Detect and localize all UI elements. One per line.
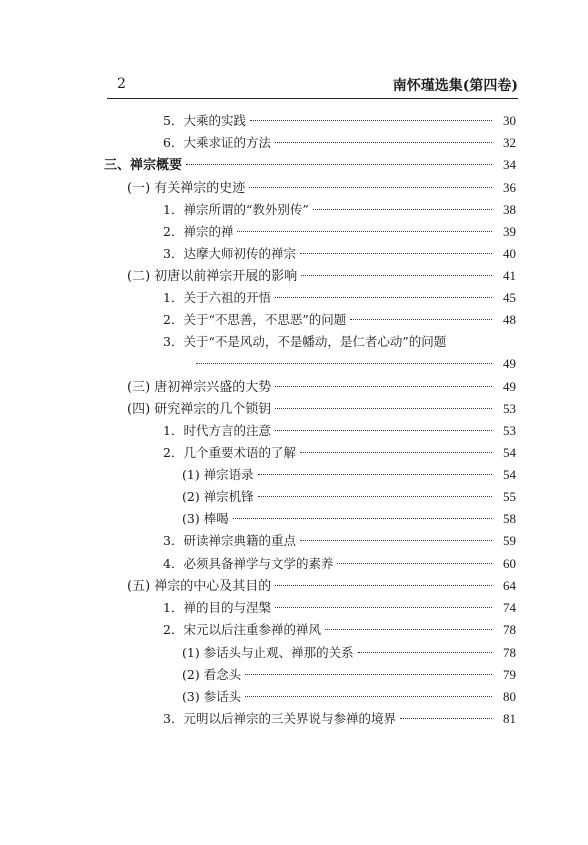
dot-leader xyxy=(258,474,492,475)
toc-entry xyxy=(182,643,516,663)
toc-entry xyxy=(104,155,516,175)
toc-entry-title: (2) 禅宗机锋 xyxy=(182,489,254,504)
toc-entry-page: 79 xyxy=(503,667,516,682)
toc-entry xyxy=(127,178,516,198)
toc-entry-page: 59 xyxy=(503,533,516,548)
toc-entry-page: 48 xyxy=(503,312,516,327)
toc-entry xyxy=(182,687,516,707)
toc-entry-page: 32 xyxy=(503,135,516,150)
toc-entry xyxy=(127,576,516,596)
toc-entry-page: 30 xyxy=(503,113,516,128)
toc-entry xyxy=(163,111,516,131)
dot-leader xyxy=(237,231,492,232)
toc-entry-title: 1．禅宗所谓的“教外别传” xyxy=(163,202,309,217)
toc-entry xyxy=(163,598,516,618)
toc-entry-page: 49 xyxy=(503,356,516,371)
toc-entry-title: (四) 研究禅宗的几个锁钥 xyxy=(127,402,272,417)
toc-entry-title: 1．禅的目的与涅槃 xyxy=(163,600,271,615)
toc-entry-page: 49 xyxy=(503,379,516,394)
toc-entry-page: 81 xyxy=(503,711,516,726)
running-head: 南怀瑾选集(第四卷) xyxy=(392,78,518,94)
dot-leader xyxy=(258,496,492,497)
toc-entry xyxy=(127,266,516,286)
dot-leader xyxy=(275,386,492,387)
dot-leader xyxy=(196,363,492,364)
dot-leader xyxy=(245,674,492,675)
toc-entry xyxy=(163,443,516,463)
toc-entry xyxy=(163,222,516,242)
dot-leader xyxy=(233,518,492,519)
dot-leader xyxy=(249,187,492,188)
dot-leader xyxy=(186,164,492,165)
dot-leader xyxy=(275,585,492,586)
toc-entry-page: 55 xyxy=(503,489,516,504)
dot-leader xyxy=(325,629,492,630)
dot-leader xyxy=(358,652,492,653)
toc-entry-title: 5．大乘的实践 xyxy=(163,113,246,128)
dot-leader xyxy=(300,540,492,541)
toc-entry-page: 53 xyxy=(503,423,516,438)
toc-entry-leader-line xyxy=(196,354,516,374)
toc-entry-title: (3) 参话头 xyxy=(182,689,242,704)
toc-entry-page: 80 xyxy=(503,689,516,704)
toc-entry-page: 36 xyxy=(503,180,516,195)
toc-entry-title: 6．大乘求证的方法 xyxy=(163,135,271,150)
toc-entry xyxy=(163,133,516,153)
dot-leader xyxy=(400,718,492,719)
toc-entry-page: 34 xyxy=(503,157,516,172)
toc-entry xyxy=(163,620,516,640)
toc-entry-title: 三、禅宗概要 xyxy=(104,158,183,173)
toc-entry-page: 78 xyxy=(503,622,516,637)
page-number: 2 xyxy=(117,76,126,92)
toc-entry-title: 2．禅宗的禅 xyxy=(163,224,234,239)
toc-entry-page: 38 xyxy=(503,202,516,217)
toc-entry xyxy=(163,200,516,220)
toc-entry-title: (一) 有关禅宗的史迹 xyxy=(127,181,246,196)
toc-entry-title: (1) 参话头与止观、禅那的关系 xyxy=(182,645,354,660)
dot-leader xyxy=(275,142,492,143)
dot-leader xyxy=(250,120,492,121)
toc-entry xyxy=(127,377,516,397)
dot-leader xyxy=(300,253,492,254)
toc-entry-page: 74 xyxy=(503,600,516,615)
toc-entry-page: 60 xyxy=(503,556,516,571)
dot-leader xyxy=(337,563,492,564)
toc-entry-page: 58 xyxy=(503,511,516,526)
dot-leader xyxy=(275,607,492,608)
toc-entry xyxy=(163,288,516,308)
dot-leader xyxy=(245,696,492,697)
dot-leader xyxy=(275,297,492,298)
toc-entry-title: 4．必须具备禅学与文学的素养 xyxy=(163,556,334,571)
toc-entry-page: 45 xyxy=(503,290,516,305)
toc-entry xyxy=(163,310,516,330)
toc-entry-title: 3．关于“不是风动，不是幡动，是仁者心动”的问题 xyxy=(163,334,447,349)
toc-entry xyxy=(163,421,516,441)
toc-entry-title: 2．宋元以后注重参禅的禅风 xyxy=(163,622,321,637)
toc-entry-title: 2．关于“不思善，不思恶”的问题 xyxy=(163,312,347,327)
toc-entry xyxy=(163,554,516,574)
toc-entry-title: (1) 禅宗语录 xyxy=(182,467,254,482)
toc-entry-page: 78 xyxy=(503,645,516,660)
toc-entry xyxy=(182,509,516,529)
toc-entry-page: 64 xyxy=(503,578,516,593)
toc-entry-title: (五) 禅宗的中心及其目的 xyxy=(127,579,272,594)
toc-entry-page: 39 xyxy=(503,224,516,239)
toc-entry xyxy=(163,531,516,551)
toc-entry-title: 3．元明以后禅宗的三关界说与参禅的境界 xyxy=(163,711,396,726)
dot-leader xyxy=(275,408,492,409)
toc-entry-title: (3) 棒喝 xyxy=(182,511,229,526)
toc-entry xyxy=(163,244,516,264)
toc-entry xyxy=(182,665,516,685)
toc-entry-page: 53 xyxy=(503,401,516,416)
toc-entry-title: 2．几个重要术语的了解 xyxy=(163,445,296,460)
toc-entry xyxy=(182,465,516,485)
toc-entry-page: 54 xyxy=(503,445,516,460)
toc-entry-title: 3．达摩大师初传的禅宗 xyxy=(163,246,296,261)
toc-entry-title: 3．研读禅宗典籍的重点 xyxy=(163,533,296,548)
toc-entry-page: 40 xyxy=(503,246,516,261)
dot-leader xyxy=(300,452,492,453)
dot-leader xyxy=(350,319,492,320)
toc-entry xyxy=(127,399,516,419)
toc-entry-page: 54 xyxy=(503,467,516,482)
dot-leader xyxy=(301,275,492,276)
toc-entry-title: 1．时代方言的注意 xyxy=(163,423,271,438)
toc-entry-title: 1．关于六祖的开悟 xyxy=(163,290,271,305)
dot-leader xyxy=(313,209,492,210)
toc-entry xyxy=(163,709,516,729)
toc-entry-title: (三) 唐初禅宗兴盛的大势 xyxy=(127,380,272,395)
toc-entry xyxy=(182,487,516,507)
toc-entry-page: 41 xyxy=(503,268,516,283)
toc-entry-title: (二) 初唐以前禅宗开展的影响 xyxy=(127,269,298,284)
toc-entry-title: (2) 看念头 xyxy=(182,667,242,682)
dot-leader xyxy=(275,430,492,431)
